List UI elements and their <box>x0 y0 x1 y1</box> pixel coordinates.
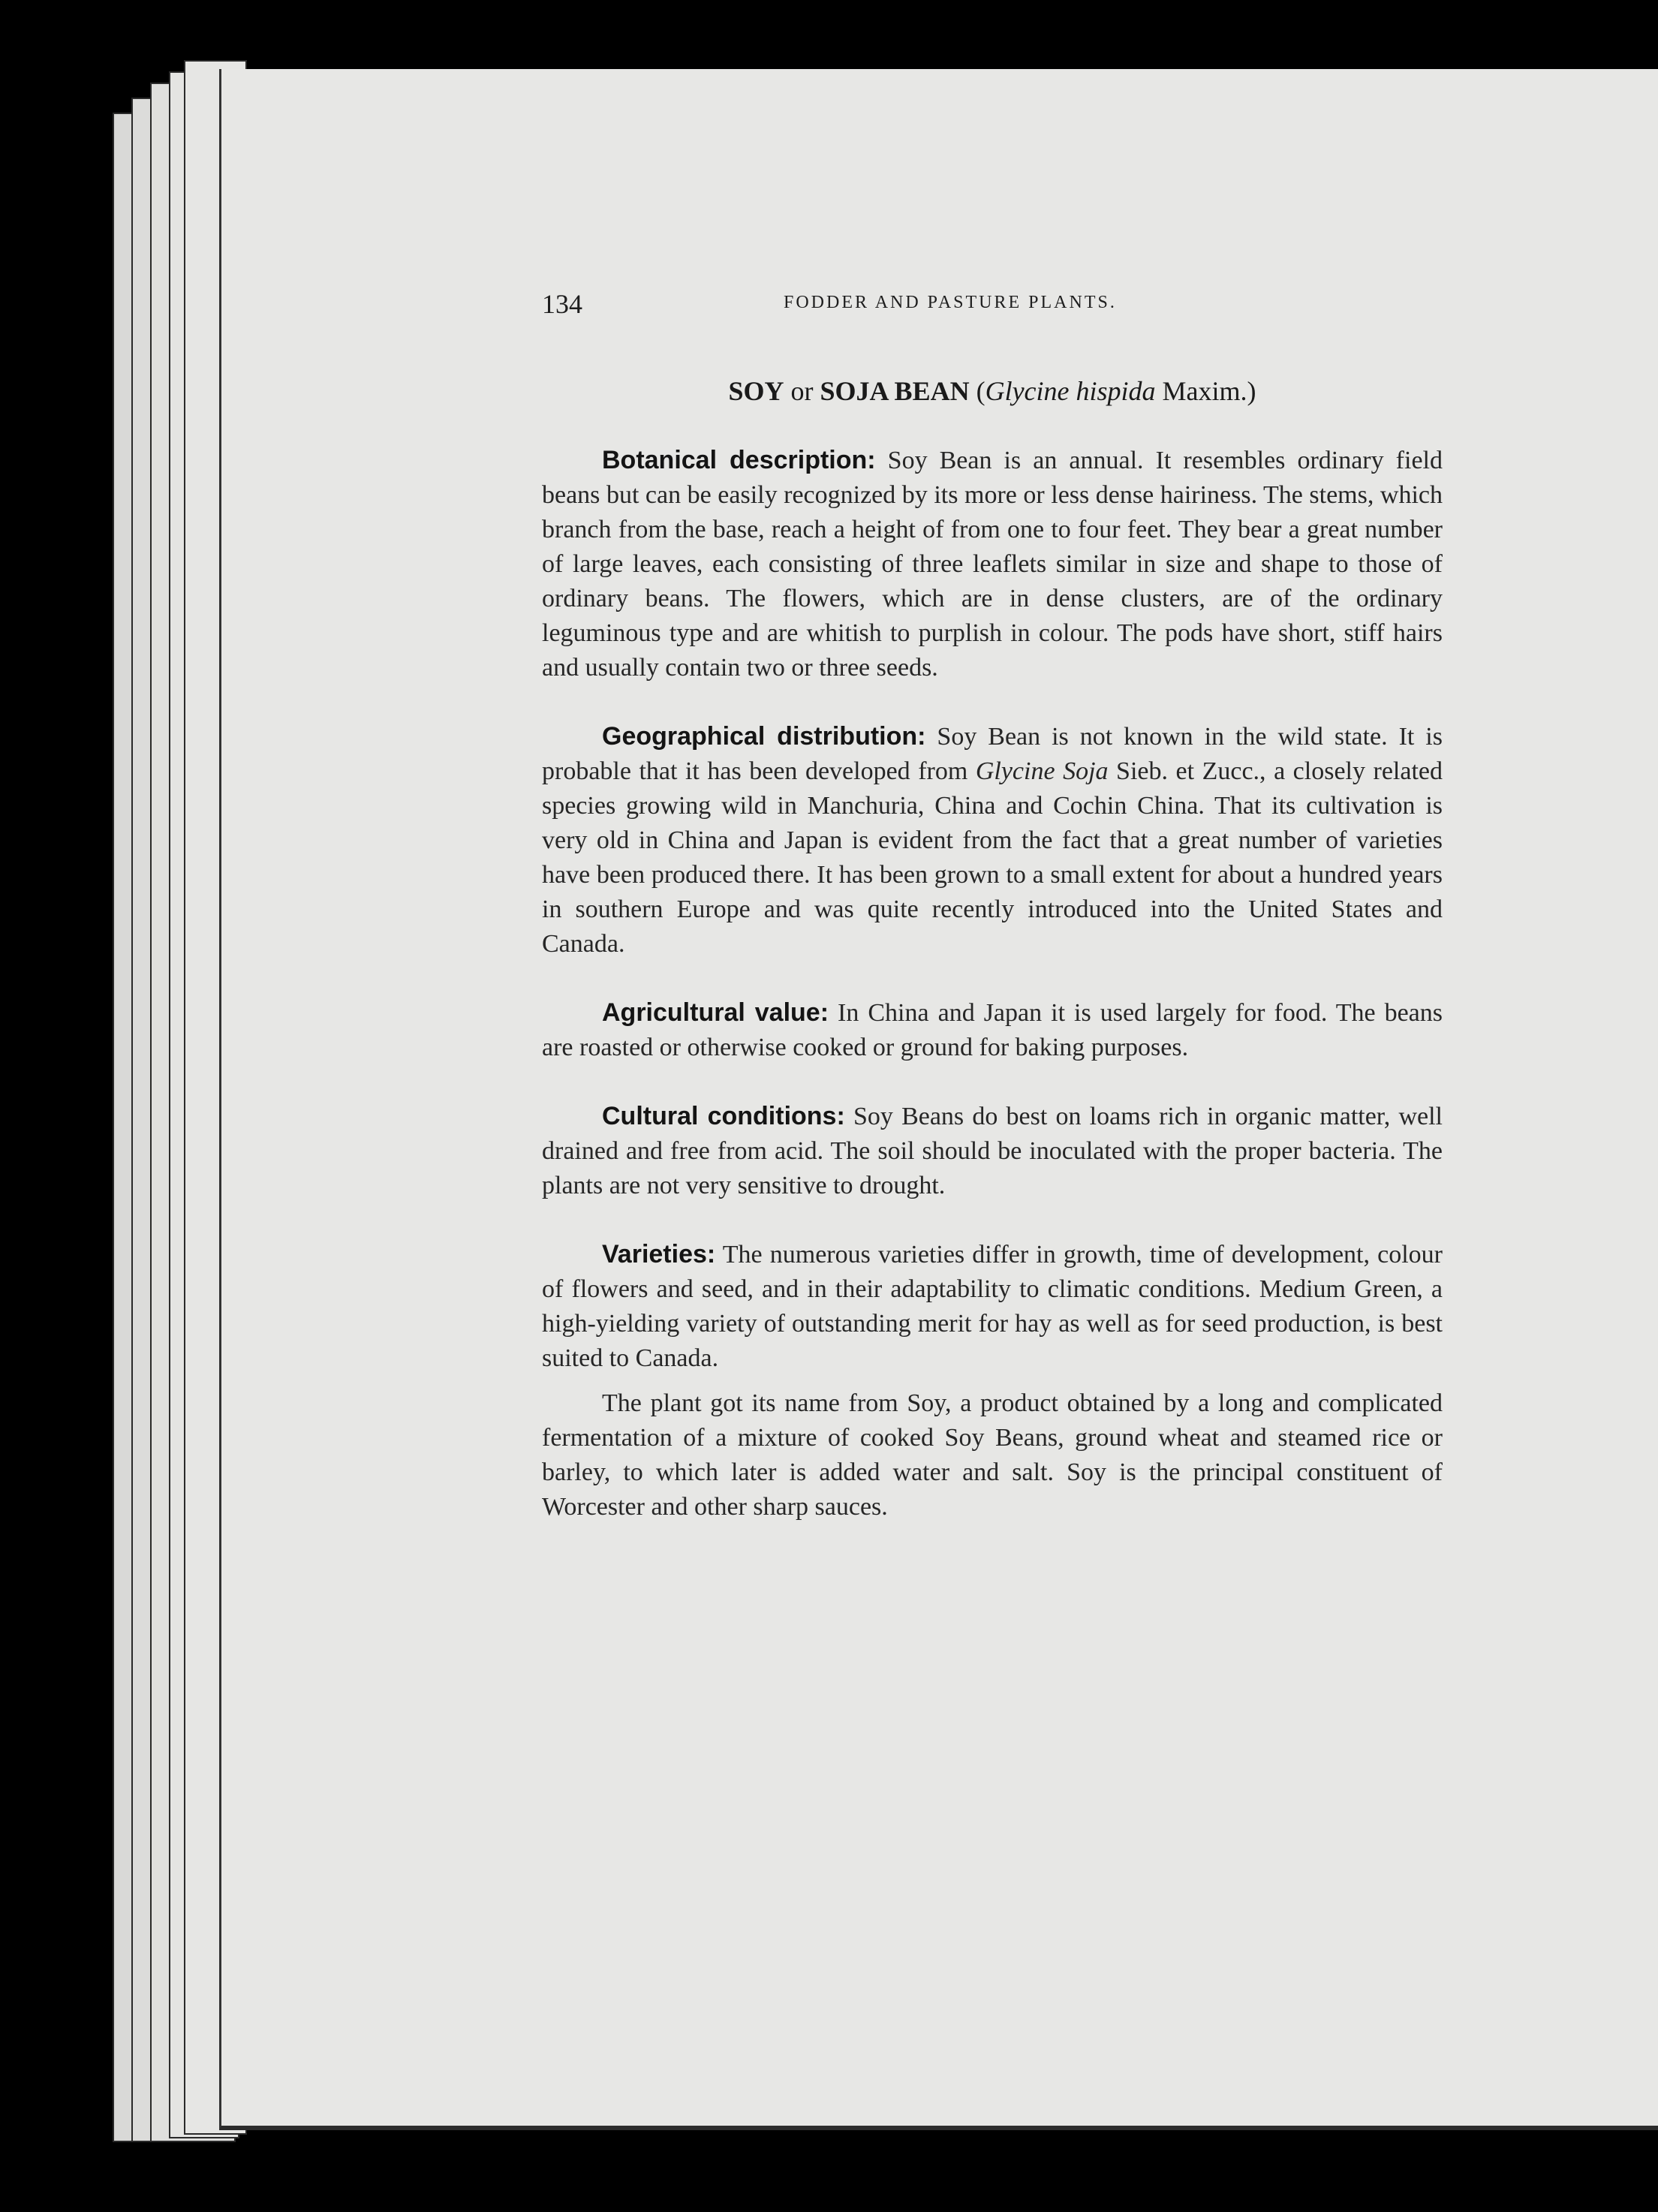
paragraph-text: The plant got its name from Soy, a product obtained by a long and complicated fermentation of a mixture of cooked Soy Beans, ground wheat and steamed rice or barley, to which later is added water and salt. Soy is the principal constituent of Worcester and other sharp sauces. <box>542 1389 1443 1521</box>
section-heading: Botanical description: <box>602 446 876 474</box>
page-header <box>542 288 1443 326</box>
paragraph-agricultural <box>542 995 1443 1065</box>
title-paren: ( <box>976 376 985 406</box>
paragraph-name-note <box>542 1386 1443 1524</box>
paragraph-cultural <box>542 1099 1443 1203</box>
title-connector: or <box>790 376 814 406</box>
article-title <box>542 375 1443 407</box>
paragraph-botanical <box>542 443 1443 685</box>
article-body <box>542 443 1443 1524</box>
paragraph-text: Soy Bean is an annual. It resembles ordinary field beans but can be easily recognized by its more or less dense hairiness. The stems, which branch from the base, reach a height of from one to four feet. They bear a great number of large leaves, each consisting of three leaflets similar in size and shape to those of ordinary beans. The flowers, which are in dense clusters, are of the ordinary leguminous type and are whitish to purplish in colour. The pods have short, stiff hairs and usually contain two or three seeds. <box>542 447 1443 682</box>
paragraph-text: In China and Japan it is used largely for food. The beans are roasted or otherwise cooked or ground for baking purposes. <box>542 999 1443 1061</box>
title-alt-name: SOJA BEAN <box>820 376 970 406</box>
species-name: Glycine Soja <box>975 757 1109 785</box>
section-heading: Varieties: <box>602 1240 716 1269</box>
section-heading: Agricultural value: <box>602 998 829 1027</box>
title-authority: Maxim.) <box>1162 376 1256 406</box>
paragraph-text: Soy Bean is not known in the wild state. It is probable that it has been developed from <box>542 723 1443 785</box>
paragraph-varieties <box>542 1237 1443 1376</box>
paragraph-text: The numerous varieties differ in growth, time of development, colour of flowers and seed, and in their adaptability to climatic conditions. Medium Green, a high-yielding variety of outstanding merit for hay as well as for seed production, is best suited to Canada. <box>542 1241 1443 1372</box>
title-common-name: SOY <box>728 376 784 406</box>
paragraph-text: Sieb. et Zucc., a closely related species growing wild in Manchuria, China and Cochin China. That its cultivation is very old in China and Japan is evident from the fact that a great number of varieties have been produced there. It has been grown to a small extent for about a hundred years in southern Europe and was quite recently introduced into the United States and Canada. <box>542 757 1443 958</box>
running-head: FODDER AND PASTURE PLANTS. <box>784 293 1117 312</box>
section-heading: Cultural conditions: <box>602 1102 845 1130</box>
title-scientific-name: Glycine hispida <box>985 376 1156 406</box>
paragraph-text: Soy Beans do best on loams rich in organic matter, well drained and free from acid. The soil should be inoculated with the proper bacteria. The plants are not very sensitive to drought. <box>542 1103 1443 1199</box>
section-heading: Geographical distribution: <box>602 722 926 751</box>
paragraph-geographical <box>542 719 1443 962</box>
page-number: 134 <box>542 289 582 319</box>
